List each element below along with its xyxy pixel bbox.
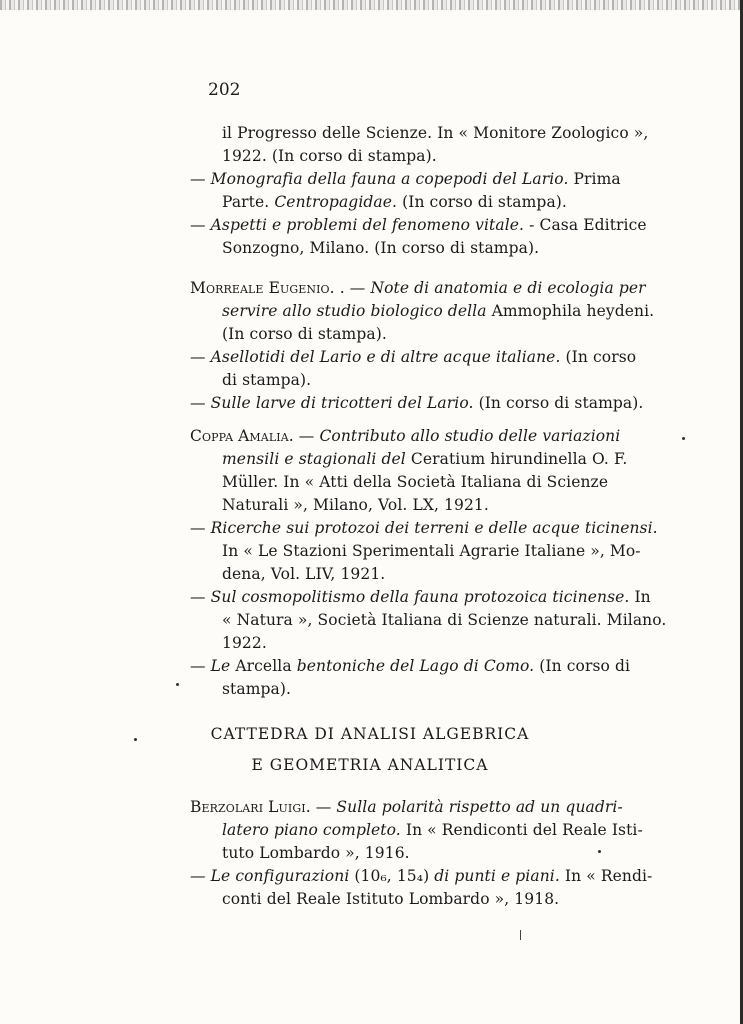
scan-speck bbox=[176, 683, 179, 686]
work-title: Le bbox=[210, 657, 231, 675]
text-line: stampa). bbox=[222, 680, 292, 698]
bibliography-entry bbox=[190, 168, 630, 191]
work-title: di punti e piani. bbox=[434, 867, 560, 885]
work-title: Sulle larve di tricotteri del Lario. bbox=[210, 394, 474, 412]
scan-speck bbox=[134, 738, 137, 741]
work-title: servire allo studio biologico della bbox=[222, 302, 487, 320]
work-title: Sul cosmopolitismo della fauna protozoica ticinense. bbox=[210, 588, 630, 606]
text: In « Rendi- bbox=[564, 867, 653, 885]
work-title: Monografia della fauna a copepodi del Lario. bbox=[210, 170, 569, 188]
work-title: Asellotidi del Lario e di altre acque italiane. bbox=[210, 348, 561, 366]
bibliography-entry bbox=[190, 796, 630, 819]
em-dash: — bbox=[190, 348, 206, 366]
bibliography-entry bbox=[190, 346, 637, 369]
work-title: Centropagidae. bbox=[274, 193, 398, 211]
entry-block-coppa bbox=[190, 425, 667, 701]
bibliography-entry bbox=[190, 865, 653, 888]
math-expression: (10₆, 15₄) bbox=[354, 867, 430, 885]
text-line bbox=[190, 448, 630, 471]
text-line: (In corso di stampa). bbox=[222, 325, 387, 343]
em-dash: — bbox=[298, 427, 315, 445]
text: Arcella bbox=[235, 657, 292, 675]
section-heading-line-1: CATTEDRA DI ANALISI ALGEBRICA bbox=[210, 725, 530, 743]
text-line: di stampa). bbox=[222, 371, 312, 389]
entry-block-morreale bbox=[190, 277, 655, 415]
work-title: latero piano completo. bbox=[222, 821, 401, 839]
em-dash: — bbox=[190, 519, 206, 537]
work-title: Le configurazioni bbox=[210, 867, 350, 885]
work-title: Contributo allo studio delle variazioni bbox=[319, 427, 621, 445]
work-title: Note di anatomia e di ecologia per bbox=[370, 279, 646, 297]
text: Prima bbox=[573, 170, 621, 188]
text-line bbox=[190, 819, 643, 842]
em-dash: — bbox=[190, 394, 206, 412]
em-dash: — bbox=[190, 657, 206, 675]
bibliography-entry bbox=[190, 425, 630, 448]
text-line: Müller. In « Atti della Società Italiana di Scienze bbox=[222, 473, 609, 491]
text-line: « Natura », Società Italiana di Scienze naturali. Milano. bbox=[222, 611, 667, 629]
em-dash: — bbox=[190, 170, 206, 188]
text-line: Naturali », Milano, Vol. LX, 1921. bbox=[222, 496, 489, 514]
work-title: bentoniche del Lago di Como. bbox=[296, 657, 535, 675]
em-dash: — bbox=[190, 867, 206, 885]
text: Ammophila heydeni. bbox=[491, 302, 655, 320]
work-title: Aspetti e problemi del fenomeno vitale. bbox=[210, 216, 525, 234]
entry-block-previous-author bbox=[190, 122, 649, 260]
scan-speck bbox=[598, 850, 601, 853]
em-dash: — bbox=[315, 798, 332, 816]
text: Ceratium hirundinella O. F. bbox=[410, 450, 628, 468]
text-line bbox=[190, 300, 655, 323]
entry-block-berzolari bbox=[190, 796, 653, 911]
em-dash: . — bbox=[339, 279, 366, 297]
text-line: conti del Reale Istituto Lombardo », 1918. bbox=[222, 890, 560, 908]
scan-edge-top bbox=[0, 0, 743, 10]
scan-speck bbox=[682, 437, 685, 440]
work-title: Sulla polarità rispetto ad un quadri- bbox=[336, 798, 623, 816]
author-name: Morreale Eugenio. bbox=[190, 279, 335, 297]
text-line bbox=[190, 191, 630, 214]
text: (In corso di stampa). bbox=[402, 193, 567, 211]
text: - Casa Editrice bbox=[529, 216, 647, 234]
text-line: 1922. (In corso di stampa). bbox=[222, 147, 437, 165]
bibliography-entry bbox=[190, 214, 647, 237]
work-title: mensili e stagionali del bbox=[222, 450, 406, 468]
text-line: dena, Vol. LIV, 1921. bbox=[222, 565, 386, 583]
bibliography-entry bbox=[190, 586, 651, 609]
work-title: Ricerche sui protozoi dei terreni e delle acque ticinensi. bbox=[210, 519, 658, 537]
text-line: tuto Lombardo », 1916. bbox=[222, 844, 410, 862]
author-name: Berzolari Luigi. bbox=[190, 798, 311, 816]
scan-speck bbox=[520, 930, 521, 940]
em-dash: — bbox=[190, 588, 206, 606]
bibliography-entry bbox=[190, 517, 658, 540]
text: (In corso di stampa). bbox=[478, 394, 644, 412]
author-name: Coppa Amalia. bbox=[190, 427, 294, 445]
text: Parte. bbox=[222, 193, 270, 211]
em-dash: — bbox=[190, 216, 206, 234]
page-number: 202 bbox=[208, 80, 241, 100]
text: In bbox=[634, 588, 651, 606]
text: (In corso bbox=[565, 348, 637, 366]
text: (In corso di bbox=[539, 657, 631, 675]
text-line: In « Le Stazioni Sperimentali Agrarie Italiane », Mo- bbox=[222, 542, 641, 560]
text-line: 1922. bbox=[222, 634, 267, 652]
text-line: Sonzogno, Milano. (In corso di stampa). bbox=[222, 239, 540, 257]
bibliography-entry bbox=[190, 392, 644, 415]
text-line: il Progresso delle Scienze. In « Monitore Zoologico », bbox=[222, 124, 649, 142]
bibliography-entry bbox=[190, 277, 646, 300]
bibliography-entry bbox=[190, 655, 630, 678]
text: In « Rendiconti del Reale Isti- bbox=[405, 821, 643, 839]
section-heading-line-2: E GEOMETRIA ANALITICA bbox=[251, 756, 489, 774]
